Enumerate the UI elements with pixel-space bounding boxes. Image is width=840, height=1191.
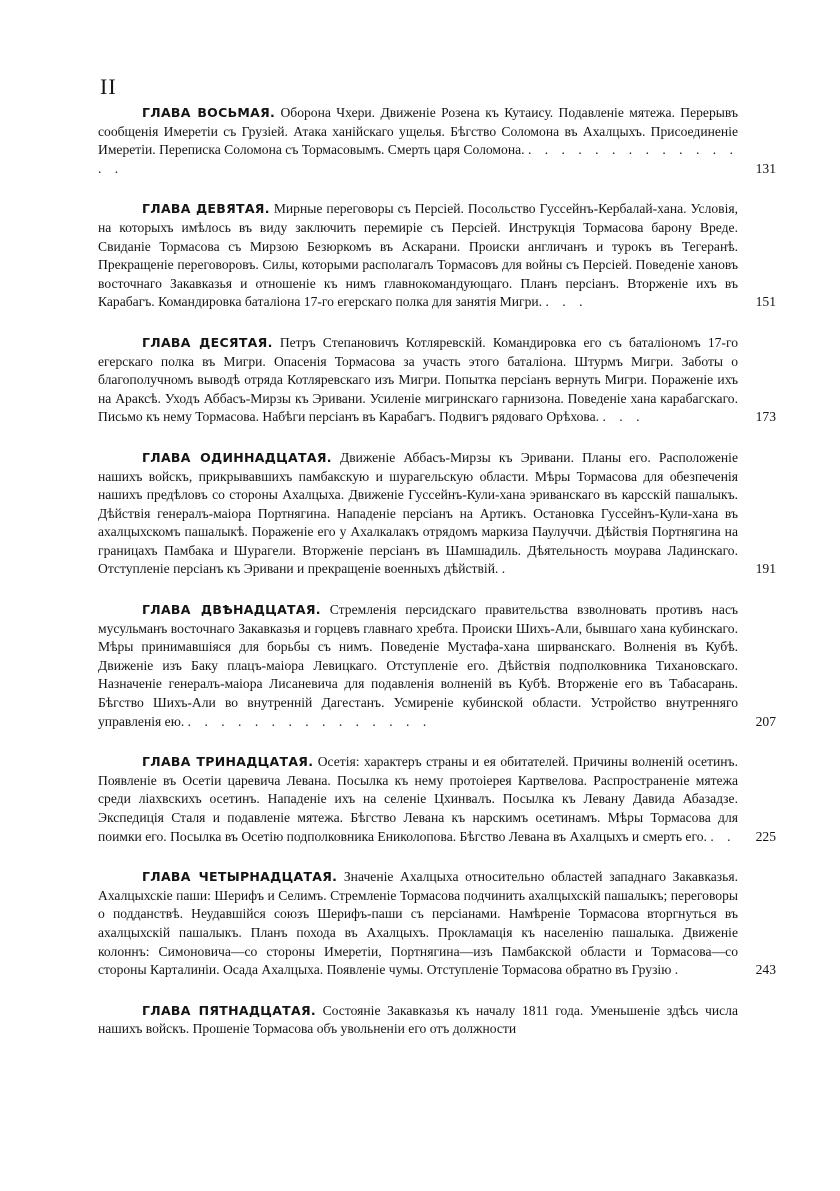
toc-entry-text: [98, 753, 776, 846]
toc-entry-text: [98, 449, 776, 579]
chapter-summary: Осетія: характеръ страны и ея обитателей. Причины волненій осетинъ. Появленіе въ Осетіи царевича Левана. Посылка къ нему протоіерея Картвелова. Распространеніе мятежа среди ліахвскихъ осетинъ. Нападеніе ихъ на селеніе Цхинвалъ. Посылка къ Левану Давида Абазадзе. Экспедиція Сталя и подавленіе мятежа. Бѣгство Левана къ нарскимъ осетинамъ. Мѣры Тормасова для поимки его. Посылка въ Осетію подполковника Ениколопова. Бѣгство Левана въ Ахалцыхъ и смерть его.: [98, 754, 738, 844]
chapter-summary: Состояніе Закавказья къ началу 1811 года. Уменьшеніе здѣсь числа нашихъ войскъ. Прошеніе Тормасова объ увольненіи его отъ должности: [98, 1002, 738, 1037]
toc-entry-chapter-14: [98, 868, 776, 980]
toc-entry-chapter-15: [98, 1002, 738, 1039]
toc-entry-text: [98, 104, 776, 178]
toc-entry-text: [98, 868, 776, 980]
dot-leader: . . . . . . . . . . . . . . .: [187, 713, 432, 729]
page-reference: 151: [755, 294, 776, 310]
dot-leader: .: [501, 561, 511, 577]
chapter-summary: Значеніе Ахалцыха относительно областей западнаго Закавказья. Ахалцыхскіе паши: Шерифъ и Селимъ. Стремленіе Тормасова подчинить ахалцыхскій пашалыкъ; переговоры о подданствѣ. Неудавшійся союзъ Шерифъ-паши съ персіанами. Намѣреніе Тормасова вторгнуться въ ахалцыхскій пашалыкъ. Планъ похода въ Ахалцыхъ. Прокламація къ населенію пашалыка. Движеніе колоннъ: Симоновича—со стороны Имеретіи, Портнягина—изъ Памбакской области и Тормасова—со стороны Карталиніи. Осада Ахалцыха. Появленіе чумы. Отступленіе Тормасова обратно въ Грузію: [98, 869, 738, 978]
chapter-summary: Оборона Чхери. Движеніе Розена къ Кутаису. Подавленіе мятежа. Перерывъ сообщенія Имеретіи съ Грузіей. Атака ханійскаго ущелья. Бѣгство Соломона въ Ахалцыхъ. Присоединеніе Имеретіи. Переписка Соломона съ Тормасовымъ. Смерть царя Соломона.: [98, 105, 738, 158]
page-number: II: [100, 74, 117, 99]
toc-entry-text: [98, 601, 776, 731]
chapter-title: ГЛАВА ДВѢНАДЦАТАЯ.: [142, 602, 321, 618]
toc-entry-chapter-8: [98, 104, 776, 178]
page-reference: 207: [755, 713, 776, 729]
chapter-title: ГЛАВА ПЯТНАДЦАТАЯ.: [142, 1002, 316, 1018]
toc-entry-chapter-12: [98, 601, 776, 731]
page-reference: 173: [755, 409, 776, 425]
toc-entry-text: [98, 1002, 738, 1039]
chapter-title: ГЛАВА ВОСЬМАЯ.: [142, 105, 276, 120]
toc-entry-text: [98, 200, 776, 312]
chapter-summary: Петръ Степановичъ Котляревскій. Командировка его съ баталіономъ 17-го егерскаго полка въ Мигри. Опасенія Тормасова за участь этого баталіона. Штурмъ Мигри. Заботы о благополучномъ выводѣ отряда Котляревскаго изъ Мигри. Попытка персіанъ вернуть Мигри. Пораженіе ихъ на Араксѣ. Уходъ Аббасъ-Мирзы къ Эривани. Усиленіе мигринскаго гарнизона. Поведеніе хана карабагскаго. Письмо къ нему Тормасова. Набѣги персіанъ въ Карабагъ. Подвигъ рядоваго Орѣхова.: [98, 334, 738, 425]
chapter-title: ГЛАВА ТРИНАДЦАТАЯ.: [142, 754, 314, 770]
toc-entry-chapter-11: [98, 449, 776, 579]
table-of-contents: [98, 104, 776, 1061]
dot-leader: . .: [710, 828, 736, 844]
chapter-title: ГЛАВА ДЕСЯТАЯ.: [142, 334, 273, 350]
chapter-title: ГЛАВА ДЕВЯТАЯ.: [142, 201, 270, 217]
chapter-summary: Мирные переговоры съ Персіей. Посольство Гуссейнъ-Кербалай-хана. Условія, на которыхъ имѣлось въ виду заключить перемиріе съ Персіей. Инструкція Тормасова барону Вреде. Свиданіе Тормасова съ Мирзою Безюркомъ въ Аскарани. Происки англичанъ и турокъ въ Тегеранѣ. Прекращеніе переговоровъ. Силы, которыми располагалъ Тормасовъ для войны съ Персіей. Поведеніе хановъ восточнаго Закавказья и отношеніе къ нимъ главнокомандующаго. Планъ персіанъ. Вторженіе ихъ въ Карабагъ. Командировка баталіона 17-го егерскаго полка для занятія Мигри.: [98, 201, 738, 310]
chapter-title: ГЛАВА ЧЕТЫРНАДЦАТАЯ.: [142, 869, 338, 885]
toc-entry-chapter-13: [98, 753, 776, 846]
dot-leader: . . .: [545, 294, 588, 310]
chapter-summary: Стремленія персидскаго правительства взволновать противъ насъ мусульманъ восточнаго Закавказья и горцевъ главнаго хребта. Происки Шихъ-Али, бывшаго хана кубинскаго. Мѣры принимавшіяся для борьбы съ нимъ. Поведеніе Мустафа-хана ширванскаго. Волненія въ Кубѣ. Движеніе изъ Баку плацъ-маіора Левицкаго. Отступленіе его. Дѣйствія подполковника Тихановскаго. Назначеніе генералъ-маіора Лисаневича для подавленія волненій въ Кубѣ. Вторженіе его въ Табасарань. Бѣгство Шихъ-Али во внутренній Дагестанъ. Усмиреніе кубинской области. Устройство внутренняго управленія ею.: [98, 602, 739, 729]
page-reference: 191: [755, 561, 776, 577]
dot-leader: . . . . . . . . . . . . . . .: [98, 142, 738, 176]
page-reference: 225: [755, 828, 776, 844]
toc-entry-chapter-10: [98, 334, 776, 427]
dot-leader: .: [674, 962, 684, 978]
page-reference: 131: [755, 160, 776, 176]
toc-entry-text: [98, 334, 776, 427]
dot-leader: . . .: [602, 409, 645, 425]
toc-entry-chapter-9: [98, 200, 776, 312]
chapter-summary: Движеніе Аббасъ-Мирзы къ Эривани. Планы его. Расположеніе нашихъ войскъ, прикрывавшихъ памбакскую и шурагельскую области. Мѣры Тормасова для обезпеченія нашихъ предѣловъ со стороны Ахалцыха. Движеніе Гуссейнъ-Кули-хана эриванскаго въ карсскій пашалыкъ. Дѣйствія генералъ-маіора Портнягина. Нападеніе персіанъ на Артикъ. Остановка Гуссейнъ-Кули-хана въ ахалцыхскомъ пашалыкѣ. Пораженіе его у Ахалкалакъ отрядомъ маркиза Паулуччи. Дѣйствія Портнягина на границахъ Памбака и Шурагели. Вторженіе персіанъ въ Шамшадиль. Дѣятельность моурава Ладинскаго. Отступленіе персіанъ къ Эривани и прекращеніе военныхъ дѣйствій.: [98, 449, 738, 577]
page-reference: 243: [755, 962, 776, 978]
chapter-title: ГЛАВА ОДИННАДЦАТАЯ.: [142, 449, 332, 465]
